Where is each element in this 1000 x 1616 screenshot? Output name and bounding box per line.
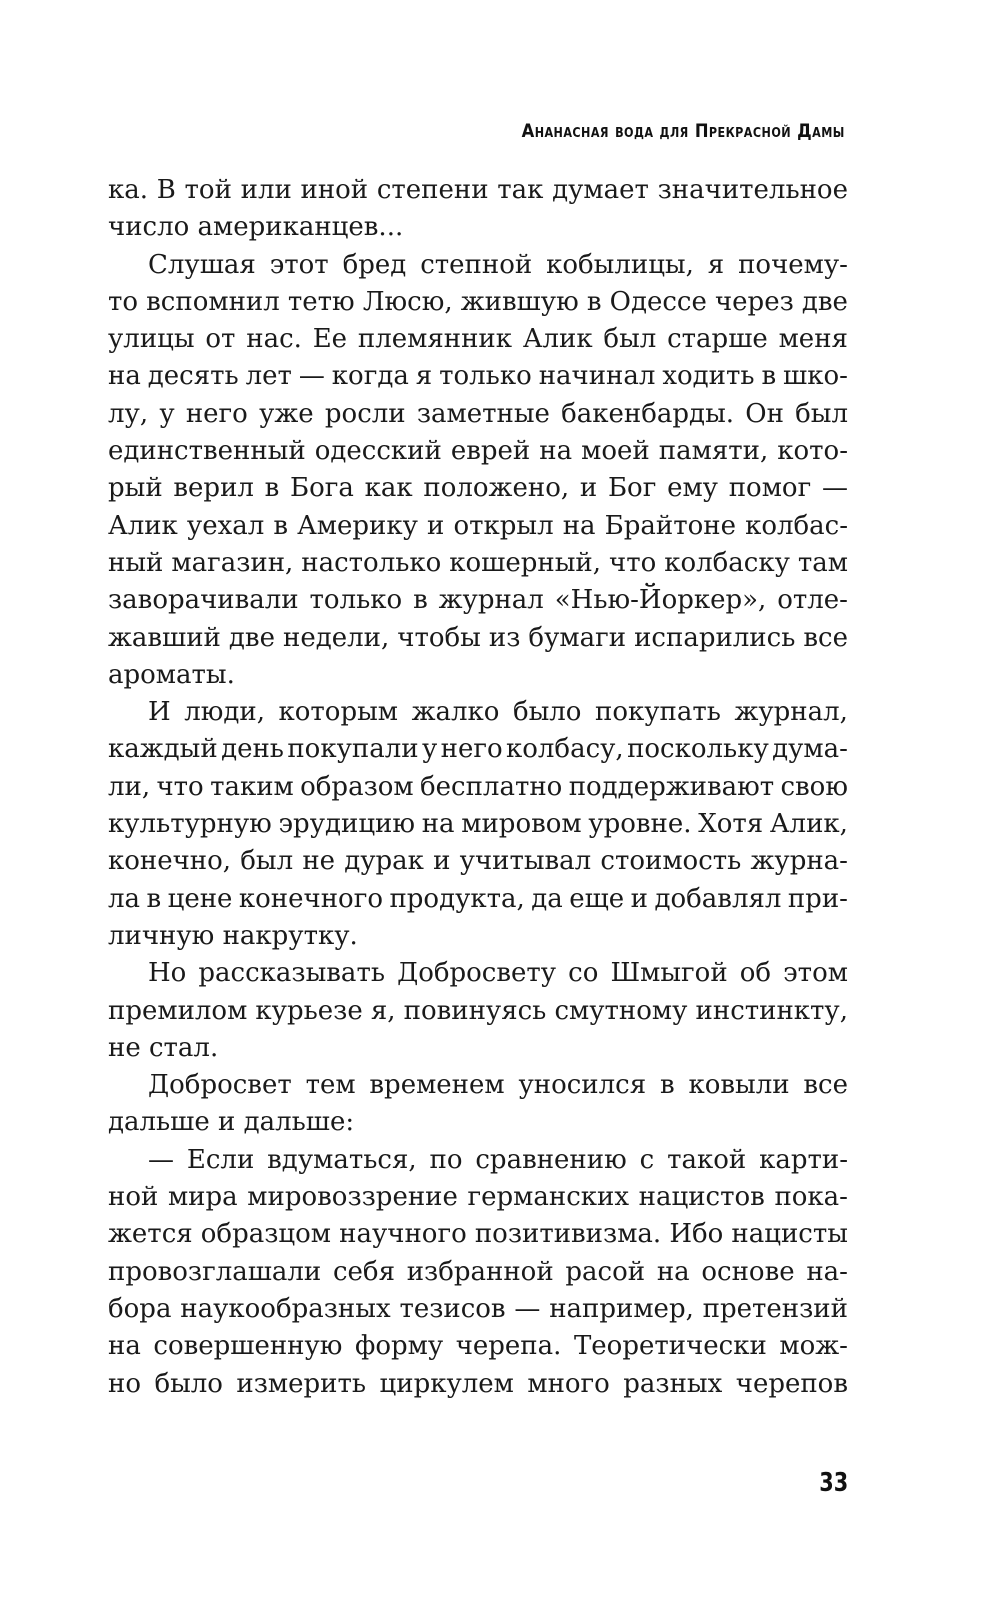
word: мож- xyxy=(779,1331,848,1362)
word: еврей xyxy=(450,436,531,467)
word: свою xyxy=(780,771,848,802)
word: моей xyxy=(581,436,650,467)
word: расой xyxy=(565,1256,646,1287)
word: бакенбарды. xyxy=(561,398,735,429)
word: испарились xyxy=(634,622,796,653)
text-line xyxy=(108,731,848,768)
word: — xyxy=(821,473,848,504)
page-number: 33 xyxy=(819,1468,848,1498)
word: таким xyxy=(210,771,294,802)
word: не xyxy=(108,1032,149,1063)
word: степени xyxy=(376,175,489,205)
word: меня xyxy=(778,324,848,355)
word: и xyxy=(630,883,649,914)
word: добавлял xyxy=(654,883,782,914)
word: тем xyxy=(305,1070,356,1101)
word: цене xyxy=(167,883,233,914)
text-line xyxy=(108,247,848,284)
word: в xyxy=(659,1070,675,1101)
word: Брайтоне xyxy=(604,510,736,541)
text-line xyxy=(108,358,848,395)
text-line xyxy=(108,694,848,731)
word: Слушая xyxy=(148,249,256,280)
word: было xyxy=(154,1368,223,1399)
word: учитывал xyxy=(459,846,592,877)
word: нацистов xyxy=(638,1182,765,1213)
text-line xyxy=(108,993,848,1030)
word: на xyxy=(108,361,141,392)
word: то xyxy=(108,286,139,317)
word: Хотя xyxy=(698,809,764,840)
text-line xyxy=(108,1104,848,1141)
word: на xyxy=(421,809,455,840)
text-line xyxy=(108,209,848,246)
word: лу, xyxy=(108,398,149,429)
word: американцев... xyxy=(197,212,404,243)
word: колбаску xyxy=(664,547,790,578)
word: две xyxy=(228,622,275,653)
word: Но xyxy=(148,958,187,989)
word: тетю xyxy=(287,286,355,317)
word: на- xyxy=(806,1256,848,1287)
word: на xyxy=(656,1256,690,1287)
word: форму xyxy=(354,1331,444,1362)
word: открыл xyxy=(453,510,554,541)
word: карти- xyxy=(759,1144,848,1175)
word: лет xyxy=(245,361,292,392)
word: кото- xyxy=(777,436,848,467)
word: временем xyxy=(369,1070,505,1101)
word: конечного xyxy=(238,883,383,914)
word: люди, xyxy=(184,697,265,728)
word: Теоретически xyxy=(573,1331,767,1362)
text-line xyxy=(108,918,848,955)
word: день xyxy=(221,734,284,765)
word: отле- xyxy=(777,585,848,616)
word: такой xyxy=(667,1144,747,1175)
word: нацисты xyxy=(731,1219,848,1250)
text-line xyxy=(108,955,848,992)
text-line xyxy=(108,1142,848,1179)
word: в xyxy=(586,286,602,317)
word: «Нью-Йоркер», xyxy=(554,585,767,616)
text-line xyxy=(108,843,848,880)
word: был xyxy=(795,398,848,429)
word: эрудицию xyxy=(278,809,416,840)
word: или xyxy=(240,175,292,205)
word: колбас- xyxy=(745,510,848,541)
word: положено, xyxy=(423,473,570,504)
text-line xyxy=(108,172,848,209)
word: бора xyxy=(108,1293,172,1324)
word: культурную xyxy=(108,809,272,840)
word: и xyxy=(579,473,598,504)
word: Если xyxy=(186,1144,255,1175)
word: поскольку xyxy=(627,734,769,765)
word: шко- xyxy=(783,361,848,392)
word: в xyxy=(146,883,162,914)
text-line xyxy=(108,1291,848,1328)
word: журнал xyxy=(438,585,544,616)
word: провозглашали xyxy=(108,1256,322,1287)
word: как xyxy=(364,473,413,504)
word: тезисов xyxy=(399,1293,506,1324)
text-line xyxy=(108,1328,848,1365)
word: накрутку. xyxy=(222,920,358,951)
text-line xyxy=(108,470,848,507)
word: черепа. xyxy=(455,1331,562,1362)
word: Добросвет xyxy=(148,1070,292,1101)
word: и xyxy=(433,846,451,877)
word: кобылицы, xyxy=(546,249,694,280)
word: ка. xyxy=(108,175,149,205)
word: Люсю, xyxy=(362,286,453,317)
word: когда xyxy=(331,361,409,392)
word: у xyxy=(159,398,175,429)
word: дальше xyxy=(108,1107,219,1138)
text-line xyxy=(108,508,848,545)
word: — xyxy=(514,1293,541,1324)
word: но xyxy=(108,1368,141,1399)
word: что xyxy=(609,547,657,578)
word: росли xyxy=(324,398,406,429)
word: так xyxy=(497,175,544,205)
word: на xyxy=(108,1331,141,1362)
word: Алик, xyxy=(769,809,848,840)
word: при- xyxy=(787,883,848,914)
text-line xyxy=(108,1366,848,1403)
word: повинуясь xyxy=(403,995,547,1026)
running-head: Ананасная вода для Прекрасной Дамы xyxy=(521,120,845,142)
word: мировоззрение xyxy=(247,1182,458,1213)
text-line xyxy=(108,582,848,619)
word: дурак xyxy=(344,846,424,877)
word: личную xyxy=(108,920,223,951)
text-line xyxy=(108,657,848,694)
word: нас. xyxy=(246,324,302,355)
word: иной xyxy=(300,175,369,205)
text-line xyxy=(108,1067,848,1104)
text-line xyxy=(108,284,848,321)
word: него xyxy=(185,398,248,429)
word: я xyxy=(707,249,725,280)
word: через xyxy=(714,286,794,317)
word: него xyxy=(440,734,503,765)
word: старше xyxy=(667,324,768,355)
word: только xyxy=(309,585,403,616)
word: покупать xyxy=(595,697,721,728)
word: с xyxy=(639,1144,655,1175)
word: недели, xyxy=(283,622,390,653)
word: рассказывать xyxy=(198,958,385,989)
word: там xyxy=(797,547,848,578)
word: образом xyxy=(300,771,414,802)
word: избранной xyxy=(406,1256,554,1287)
word: племянник xyxy=(357,324,512,355)
word: чтобы xyxy=(397,622,481,653)
word: уровне. xyxy=(588,809,692,840)
word: позитивизма. xyxy=(474,1219,662,1250)
word: Одессе xyxy=(609,286,707,317)
text-line xyxy=(108,620,848,657)
word: много xyxy=(527,1368,610,1399)
word: Ибо xyxy=(669,1219,724,1250)
word: Ее xyxy=(312,324,348,355)
word: по xyxy=(429,1144,463,1175)
word: об xyxy=(739,958,772,989)
word: журнал, xyxy=(734,697,848,728)
word: претензий xyxy=(702,1293,848,1324)
word: единственный xyxy=(108,436,306,467)
word: уехал xyxy=(186,510,265,541)
word: вдуматься, xyxy=(267,1144,417,1175)
word: все xyxy=(803,622,848,653)
word: Бога xyxy=(290,473,354,504)
word: в xyxy=(761,361,777,392)
word: И xyxy=(148,697,171,728)
word: степной xyxy=(420,249,533,280)
word: стал. xyxy=(148,1032,219,1063)
word: верил xyxy=(173,473,254,504)
word: — xyxy=(148,1144,174,1175)
word: все xyxy=(803,1070,848,1101)
word: я, xyxy=(370,995,396,1026)
word: дальше: xyxy=(243,1107,355,1138)
word: от xyxy=(205,324,236,355)
word: Алик xyxy=(522,324,593,355)
word: ной xyxy=(108,1182,159,1213)
word: уже xyxy=(259,398,314,429)
word: и xyxy=(427,510,445,541)
word: этом xyxy=(783,958,848,989)
word: у xyxy=(421,734,438,765)
word: бред xyxy=(342,249,407,280)
word: Алик xyxy=(108,510,178,541)
word: мира xyxy=(167,1182,238,1213)
word: заворачивали xyxy=(108,585,299,616)
word: жавший xyxy=(108,622,221,653)
word: Добросвету xyxy=(397,958,557,989)
word: и xyxy=(218,1107,244,1138)
word: улицы xyxy=(108,324,195,355)
word: основе xyxy=(701,1256,795,1287)
word: наукообразных xyxy=(180,1293,391,1324)
text-line xyxy=(108,806,848,843)
text-line xyxy=(108,769,848,806)
word: только xyxy=(439,361,532,392)
word: начинал xyxy=(538,361,656,392)
word: уносился xyxy=(518,1070,647,1101)
word: в xyxy=(264,473,280,504)
word: Он xyxy=(745,398,784,429)
word: настолько xyxy=(301,547,442,578)
word: ли, xyxy=(108,771,151,802)
word: разных xyxy=(623,1368,723,1399)
text-line xyxy=(108,545,848,582)
word: сравнению xyxy=(475,1144,627,1175)
word: вспомнил xyxy=(146,286,280,317)
word: кошерный, xyxy=(449,547,602,578)
word: дума- xyxy=(772,734,848,765)
text-line xyxy=(108,1216,848,1253)
word: ковыли xyxy=(688,1070,790,1101)
word: В xyxy=(156,175,176,205)
text-line xyxy=(108,321,848,358)
word: в xyxy=(273,510,288,541)
text-line xyxy=(108,433,848,470)
word: думает xyxy=(552,175,649,205)
word: каждый xyxy=(108,734,218,765)
word: одесский xyxy=(314,436,442,467)
word: жившую xyxy=(460,286,579,317)
word: покупали xyxy=(287,734,419,765)
word: пока- xyxy=(774,1182,848,1213)
word: ароматы. xyxy=(108,659,235,690)
word: научного xyxy=(339,1219,467,1250)
word: ему xyxy=(667,473,718,504)
word: бесплатно xyxy=(420,771,563,802)
word: поддерживают xyxy=(568,771,775,802)
word: Бог xyxy=(607,473,657,504)
word: памяти, xyxy=(658,436,769,467)
word: был xyxy=(240,846,294,877)
word: из xyxy=(488,622,521,653)
word: образцом xyxy=(200,1219,332,1250)
word: было xyxy=(512,697,582,728)
word: я xyxy=(415,361,433,392)
word: смутному xyxy=(554,995,688,1026)
word: мировом xyxy=(461,809,582,840)
text-line xyxy=(108,881,848,918)
word: еще xyxy=(569,883,625,914)
word: число xyxy=(108,212,198,243)
word: курьезе xyxy=(255,995,363,1026)
body-text xyxy=(108,172,848,1403)
word: Шмыгой xyxy=(610,958,728,989)
word: десять xyxy=(147,361,239,392)
word: со xyxy=(568,958,599,989)
word: журна- xyxy=(750,846,848,877)
word: — xyxy=(298,361,325,392)
word: продукта, xyxy=(389,883,525,914)
word: ный xyxy=(108,547,164,578)
word: колбасу, xyxy=(506,734,624,765)
word: ходить xyxy=(662,361,755,392)
word: был xyxy=(603,324,657,355)
text-line xyxy=(108,1179,848,1216)
word: совершенную xyxy=(153,1331,343,1362)
word: себя xyxy=(332,1256,395,1287)
word: на xyxy=(562,510,596,541)
word: значительное xyxy=(657,175,848,205)
word: помог xyxy=(728,473,812,504)
word: например, xyxy=(549,1293,694,1324)
word: две xyxy=(801,286,848,317)
word: этот xyxy=(269,249,329,280)
word: Америку xyxy=(297,510,418,541)
word: что xyxy=(156,771,204,802)
word: конечно, xyxy=(108,846,232,877)
word: магазин, xyxy=(171,547,294,578)
text-line xyxy=(108,1254,848,1291)
word: почему- xyxy=(738,249,848,280)
word: да xyxy=(531,883,563,914)
word: на xyxy=(539,436,573,467)
word: в xyxy=(413,585,428,616)
text-line xyxy=(108,396,848,433)
word: жалко xyxy=(411,697,500,728)
word: заметные xyxy=(416,398,550,429)
word: рый xyxy=(108,473,163,504)
word: той xyxy=(184,175,232,205)
word: стоимость xyxy=(600,846,742,877)
word: ла xyxy=(108,883,141,914)
word: германских xyxy=(467,1182,630,1213)
word: инстинкту, xyxy=(695,995,848,1026)
word: которым xyxy=(278,697,399,728)
text-line xyxy=(108,1030,848,1067)
word: циркулем xyxy=(379,1368,514,1399)
word: премилом xyxy=(108,995,248,1026)
word: не xyxy=(302,846,336,877)
word: жется xyxy=(108,1219,193,1250)
word: измерить xyxy=(236,1368,367,1399)
word: черепов xyxy=(735,1368,848,1399)
word: бумаги xyxy=(528,622,627,653)
